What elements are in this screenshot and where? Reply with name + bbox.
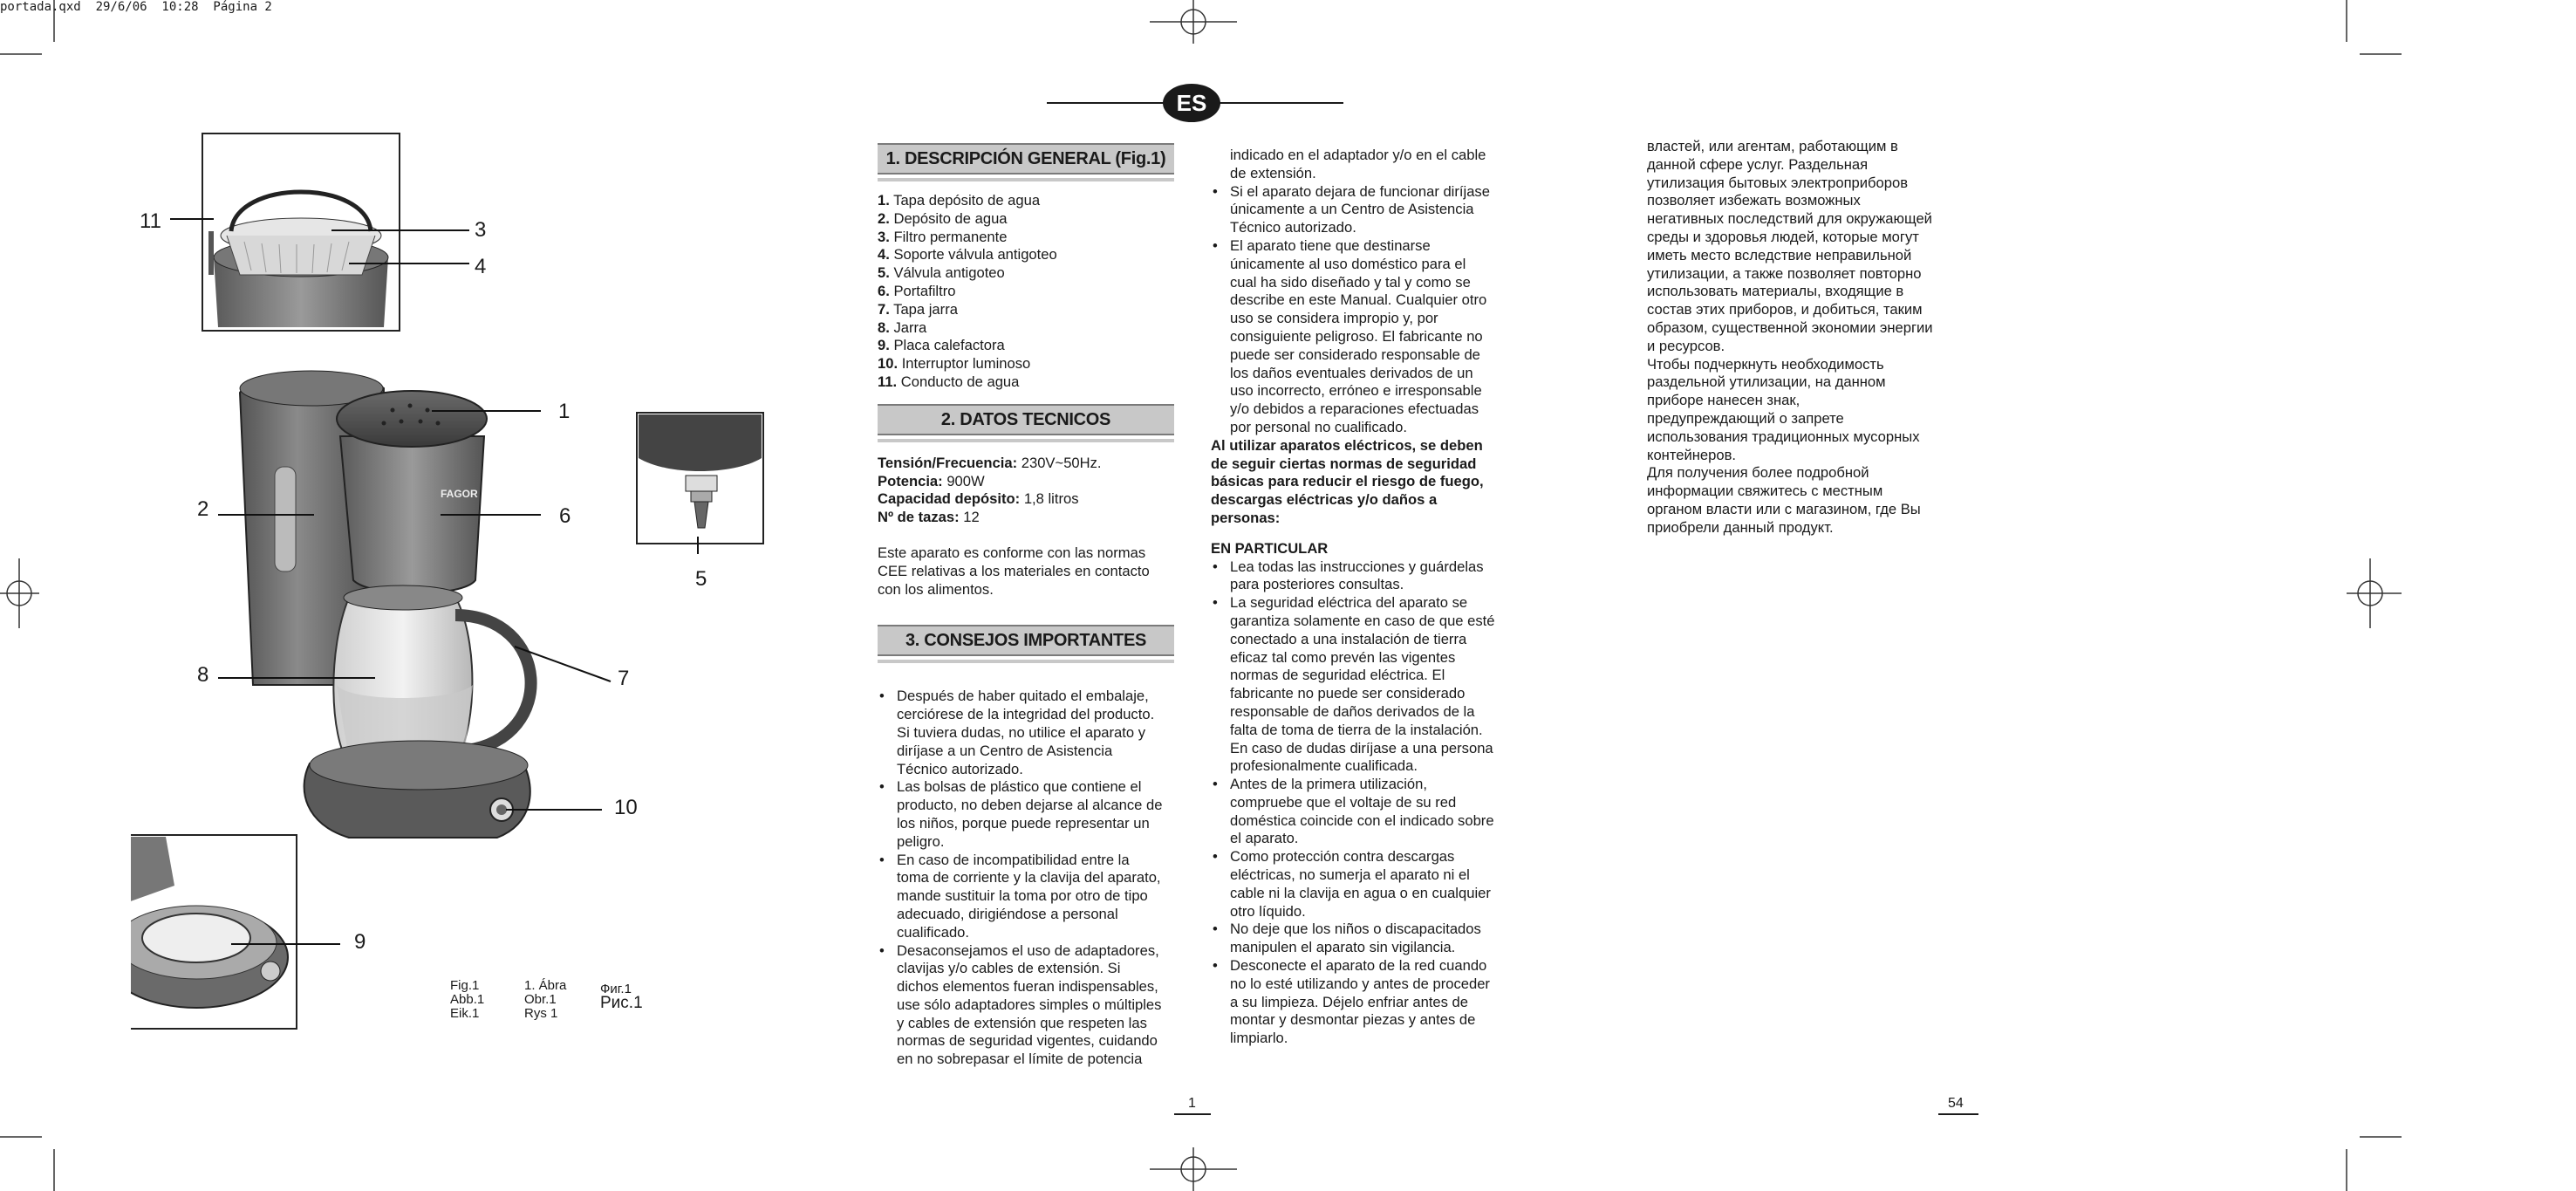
bullet-line: describe en este Manual. Cualquier otro [1230,291,1487,309]
bullet-item [878,942,1174,1070]
section-2-heading: 2. DATOS TECNICOS [878,404,1174,435]
column-left-text [878,143,1174,1069]
bullet-line: diríjase a un Centro de Asistencia [897,742,1113,759]
part-number: 9. [878,337,890,354]
parts-list-item [878,283,1174,301]
note-line: CEE relativas a los materiales en contacto [878,562,1150,579]
bullet-line: cable ni la clavija en agua o en cualquier [1230,884,1491,901]
bullet-line: • Desaconsejamos el uso de adaptadores, [897,941,1159,959]
spec-label: Capacidad depósito: [878,490,1021,508]
text-line: состав этих приборов, и добиться, таким [1647,301,1923,318]
column-right-text [1211,147,1512,1048]
bullet-line: Técnico autorizado. [1230,219,1356,236]
text-line: контейнеров. [1647,446,1737,463]
text-line: и ресурсов. [1647,337,1725,354]
particular-rules-list [1211,558,1512,1049]
bullet-line: cual ha sido diseñado y tal y como se [1230,273,1471,291]
russian-disposal-text [1647,138,1952,537]
spec-row [878,455,1174,473]
bullet-line: únicamente al uso doméstico para el [1230,255,1466,272]
note-line: Este aparato es conforme con las normas [878,544,1146,561]
text-line: властей, или агентам, работающим в [1647,138,1898,154]
text-line: позволяет избежать возможных [1647,192,1861,209]
bullet-line: doméstica coincide con el indicado sobre [1230,811,1494,829]
bullet-line: toma de corriente y la clavija del aparato, [897,869,1161,886]
callout-3: 3 [475,218,487,242]
callout-9: 9 [354,930,366,954]
bullet-line: responsable de daños derivados de la [1230,702,1475,720]
bullet-line: el aparato. [1230,830,1299,847]
part-name: Filtro permanente [889,228,1008,245]
bullet-line: fabricante no puede ser considerado [1230,685,1466,702]
parts-list-item [878,264,1174,283]
part-number: 3. [878,228,890,245]
bullet-item [1211,957,1512,1048]
safety-tips-list [878,688,1174,1069]
callout-2: 2 [197,497,209,521]
text-line: иметь место вследствие неправильной [1647,246,1912,264]
bullet-line: consiguiente peligroso. El fabricante no [1230,327,1483,345]
part-name: Válvula antigoteo [889,264,1005,282]
bullet-line: mande sustituir la toma por otro de tipo [897,887,1148,905]
parts-list-item [878,192,1174,210]
part-number: 4. [878,246,890,264]
bullet-line: los niños, porque puede representar un [897,814,1150,832]
part-name: Conducto de agua [897,373,1020,390]
callout-5: 5 [695,567,707,591]
usage-tips-list [1211,183,1512,437]
text-line: утилизация бытовых электроприборов [1647,174,1909,191]
brand-logo-text: FAGOR [441,488,478,500]
warning-line: básicas para reducir el riesgo de fuego, [1211,473,1484,490]
bullet-line: cualificado. [897,923,970,941]
text-line: органом власти или с магазином, где Вы [1647,500,1921,517]
bullet-line: no lo esté utilizando y antes de proceder [1230,975,1490,992]
parts-list-item [878,246,1174,264]
text-line: приборе нанесен знак, [1647,392,1800,409]
bullet-line: manipulen el aparato sin vigilancia. [1230,939,1456,956]
callout-10: 10 [614,796,638,819]
parts-list-item [878,229,1174,247]
bullet-line: clavijas y/o cables de extensión. Si [897,960,1121,977]
warning-line: Al utilizar aparatos eléctricos, se deben [1211,436,1483,454]
spec-label: Nº de tazas: [878,509,960,526]
text-line: раздельной утилизации, на данном [1647,373,1886,391]
bullet-line: únicamente a un Centro de Asistencia [1230,201,1474,218]
bullet-line: otro líquido. [1230,902,1306,920]
coffee-maker-body [240,371,531,838]
part-number: 8. [878,318,890,336]
bullet-line: a su limpieza. Déjelo enfriar antes de [1230,993,1469,1010]
figure-caption-group-1: Fig.1 Abb.1 Eik.1 [450,978,485,1021]
callout-4: 4 [475,255,487,278]
heating-plate-inset [131,835,297,1029]
warning-line: descargas eléctricas y/o daños a [1211,491,1438,509]
bullet-line: falta de toma de tierra de la instalación. [1230,721,1483,738]
text-line: использовать материалы, входящие в [1647,283,1904,300]
bullet-line: eficaz tal como prevén las vigentes [1230,648,1456,666]
text-line: использования традиционных мусорных [1647,428,1920,445]
bullet-line: los daños eventuales derivados de un [1230,364,1473,381]
conformity-note [878,544,1174,599]
bullet-line: cerciórese de la integridad del producto. [897,706,1155,723]
continued-text [1211,147,1512,183]
callout-8: 8 [197,663,209,687]
bullet-line: uso se considera impropio y, por [1230,310,1438,327]
bullet-item [878,688,1174,778]
text-line: образом, существенной экономии энергии [1647,318,1933,336]
bullet-item [1211,776,1512,848]
bullet-line: • Después de haber quitado el embalaje, [897,688,1149,705]
spec-value: 12 [959,509,980,526]
bullet-line: • Desconecte el aparato de la red cuando [1230,957,1487,975]
bullet-item [1211,558,1512,595]
page-number-left-rule [1174,1113,1211,1115]
spec-row [878,509,1174,527]
valve-inset [637,413,763,544]
bullet-line: limpiarlo. [1230,1030,1288,1047]
bullet-line: en no sobrepasar el límite de potencia [897,1051,1143,1068]
spec-row [878,490,1174,509]
bullet-line: producto, no deben dejarse al alcance de [897,797,1163,814]
bullet-line: dichos elementos fueran indispensables, [897,978,1158,996]
bullet-line: • Las bolsas de plástico que contiene el [897,778,1142,796]
bullet-line: use sólo adaptadores simples o múltiples [897,996,1162,1013]
note-line: con los alimentos. [878,580,994,598]
text-line: Для получения более подробной [1647,464,1869,482]
parts-list-item [878,301,1174,319]
text-line: негативных последствий для окружающей [1647,210,1932,228]
callout-1: 1 [558,400,571,423]
bullet-line: En caso de dudas diríjase a una persona [1230,739,1493,756]
part-name: Placa calefactora [889,337,1005,354]
bullet-line: Técnico autorizado. [897,760,1023,777]
part-number: 6. [878,282,890,299]
text-line: indicado en el adaptador y/o en el cable [1230,147,1486,163]
subheading-en-particular: EN PARTICULAR [1211,539,1329,557]
language-badge: ES [1163,84,1220,122]
bullet-line: puede ser considerado responsable de [1230,346,1480,363]
parts-list-item [878,337,1174,355]
bullet-line: • No deje que los niños o discapacitados [1230,921,1481,938]
warning-line: de seguir ciertas normas de seguridad [1211,455,1477,472]
part-name: Soporte válvula antigoteo [889,246,1057,264]
callout-6: 6 [559,504,571,528]
bullet-line: normas de seguridad vigentes, cuidando [897,1032,1158,1050]
part-name: Jarra [889,318,927,336]
bullet-line: montar y desmontar piezas y antes de [1230,1011,1476,1029]
bullet-line: peligro. [897,832,945,850]
bullet-line: uso incorrecto, erróneo e irresponsable [1230,382,1482,400]
part-name: Tapa jarra [889,300,958,318]
warning-line: personas: [1211,509,1281,526]
filter-inset [202,133,400,331]
bullet-item [1211,237,1512,437]
part-name: Portafiltro [889,282,956,299]
bullet-line: compruebe que el voltaje de su red [1230,793,1457,811]
page-number-left: 1 [1188,1096,1196,1111]
bullet-line: adecuado, dirigiéndose a personal [897,905,1118,922]
electrical-warning [1211,437,1512,528]
bullet-line: normas de seguridad eléctrica. El [1230,667,1445,684]
bullet-line: • El aparato tiene que destinarse [1230,236,1431,254]
text-line: Чтобы подчеркнуть необходимость [1647,355,1884,373]
spec-row [878,473,1174,491]
text-line: утилизации, а также позволяет повторно [1647,264,1922,282]
part-number: 5. [878,264,890,282]
callout-11: 11 [140,209,161,233]
bullet-item [1211,183,1512,237]
spec-value: 900W [942,472,985,489]
bullet-item [1211,594,1512,776]
bullet-line: y cables de extensión que respeten las [897,1014,1147,1031]
text-line: приобрели данный продукт. [1647,518,1834,536]
bullet-item [1211,921,1512,957]
text-line: информации свяжитесь с местным [1647,483,1883,500]
text-line: de extensión. [1230,164,1316,181]
text-line: предупреждающий о запрете [1647,409,1844,427]
bullet-line: garantiza solamente en caso de que esté [1230,612,1495,629]
bullet-line: y/o debidos a reparaciones efectuadas [1230,400,1479,418]
part-name: Tapa depósito de agua [889,192,1041,209]
part-number: 7. [878,300,890,318]
parts-list-item [878,355,1174,373]
bullet-line: • Lea todas las instrucciones y guárdelas [1230,558,1484,575]
spec-label: Tensión/Frecuencia: [878,454,1018,471]
section-3-heading: 3. CONSEJOS IMPORTANTES [878,625,1174,656]
technical-specs [878,455,1174,527]
bullet-line: conectado a una instalación de tierra [1230,630,1467,647]
spec-value: 230V~50Hz. [1017,454,1102,471]
part-number: 1. [878,192,890,209]
print-header-meta: portada.qxd 29/6/06 10:28 Página 2 [0,0,272,14]
bullet-item [1211,848,1512,921]
section-1-heading: 1. DESCRIPCIÓN GENERAL (Fig.1) [878,143,1174,175]
bullet-line: por personal no cualificado. [1230,418,1407,435]
page-number-right-rule [1938,1113,1978,1115]
parts-list-item [878,210,1174,229]
spec-label: Potencia: [878,472,943,489]
bullet-line: • Si el aparato dejara de funcionar diríjase [1230,182,1490,200]
bullet-line: Si tuviera dudas, no utilice el aparato y [897,723,1146,741]
figure-caption-group-2: 1. Ábra Obr.1 Rys 1 [524,978,567,1021]
bullet-line: • Antes de la primera utilización, [1230,776,1427,793]
callout-7: 7 [618,667,630,690]
bullet-item [878,778,1174,851]
part-number: 10. [878,355,899,373]
part-name: Depósito de agua [889,209,1008,227]
bullet-line: profesionalmente cualificada. [1230,757,1418,775]
bullet-item [878,852,1174,942]
page-number-right: 54 [1948,1096,1964,1111]
figure-caption-group-3: Фиг.1 Рис.1 [600,982,643,1012]
text-line: данной сфере услуг. Раздельная [1647,155,1869,173]
coffee-maker-figure [131,127,794,1051]
parts-list-item [878,373,1174,392]
part-name: Interruptor luminoso [898,355,1031,373]
text-line: среды и здоровья людей, которые могут [1647,228,1919,245]
bullet-line: eléctricas, no sumerja el aparato ni el [1230,866,1470,884]
bullet-line: • En caso de incompatibilidad entre la [897,851,1130,868]
parts-list [878,192,1174,392]
bullet-line: • Como protección contra descargas [1230,848,1455,866]
bullet-line: • La seguridad eléctrica del aparato se [1230,594,1468,612]
parts-list-item [878,319,1174,338]
spec-value: 1,8 litros [1020,490,1079,508]
part-number: 11. [878,373,898,390]
bullet-line: para posteriores consultas. [1230,576,1404,593]
part-number: 2. [878,209,890,227]
